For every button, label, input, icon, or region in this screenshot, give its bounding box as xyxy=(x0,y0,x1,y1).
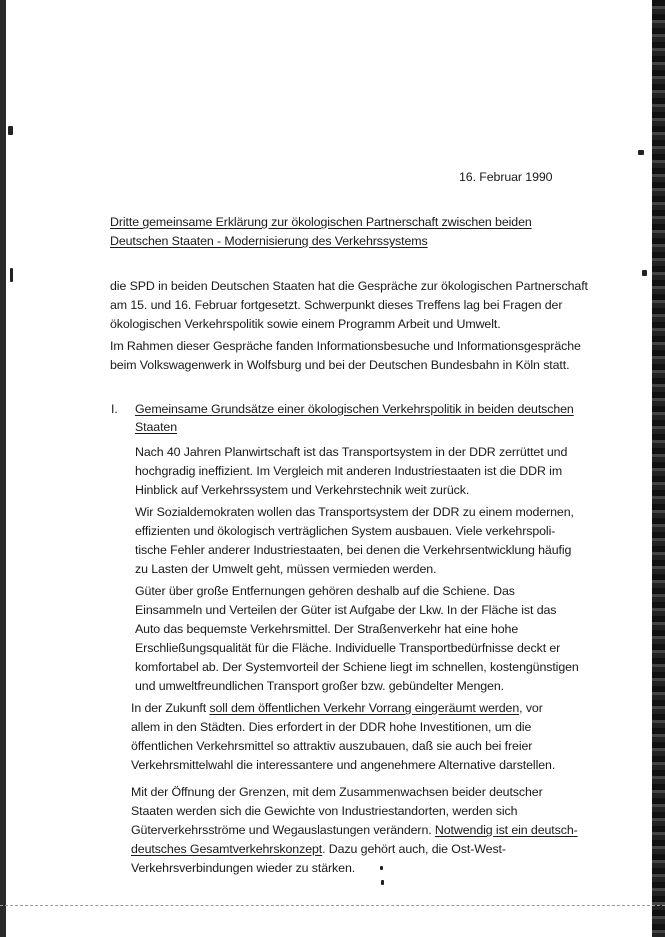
section-p1-line-3: Hinblick auf Verkehrssystem und Verkehrstechnik weit zurück. xyxy=(135,483,470,497)
section-p4-line-1-pre: In der Zukunft xyxy=(131,701,210,715)
scan-speck xyxy=(381,880,384,885)
section-p5-emphasis-a: Notwendig ist ein deutsch- xyxy=(434,823,578,837)
section-p5-line-3 xyxy=(131,820,578,840)
intro-p1-line-1: die SPD in beiden Deutschen Staaten hat die Gespräche zur ökologischen Partnerschaft xyxy=(110,279,588,293)
document-date: 16. Februar 1990 xyxy=(459,170,553,184)
section-p3-line-5: komfortabel ab. Der Systemvorteil der Schiene liegt im schnellen, kostengünstigen xyxy=(135,660,579,674)
section-p3-line-1: Güter über große Entfernungen gehören deshalb auf die Schiene. Das xyxy=(135,584,515,598)
section-heading-line-2: Staaten xyxy=(135,420,178,434)
section-p5-line-2: Staaten werden sich die Gewichte von Industriestandorten, werden sich xyxy=(131,804,518,818)
scan-speck xyxy=(8,126,13,135)
document-title-line-2: Deutschen Staaten - Modernisierung des Verkehrssystems xyxy=(110,234,428,248)
section-p4-line-3: öffentlichen Verkehrsmittel so attraktiv auszubauen, daß sie auch bei freier xyxy=(131,739,533,753)
document-title-line-1: Dritte gemeinsame Erklärung zur ökologischen Partnerschaft zwischen beiden xyxy=(110,215,532,229)
intro-p2-line-1: Im Rahmen dieser Gespräche fanden Informationsbesuche und Informationsgespräche xyxy=(110,339,581,353)
section-p4-line-2: allem in den Städten. Dies erfordert in der DDR hohe Investitionen, um die xyxy=(131,720,532,734)
section-p5-line-3-pre: Güterverkehrsströme und Wegauslastungen verändern. xyxy=(131,823,435,837)
section-p2-line-2: effizienten und ökologisch verträglichen System ausbauen. Viele verkehrspoli- xyxy=(135,524,556,538)
section-p5-line-4 xyxy=(131,839,506,859)
section-p1-line-1: Nach 40 Jahren Planwirtschaft ist das Transportsystem in der DDR zerrüttet und xyxy=(135,445,568,459)
scan-speck xyxy=(638,150,644,155)
scan-speck xyxy=(380,866,383,870)
scan-bottom-rule xyxy=(0,905,665,906)
scan-speck xyxy=(642,270,647,276)
section-p4-emphasis: soll dem öffentlichen Verkehr Vorrang eingeräumt werden xyxy=(209,701,520,715)
section-p5-line-4-post: . Dazu gehört auch, die Ost-West- xyxy=(322,842,506,856)
section-p2-line-4: zu Lasten der Umwelt geht, müssen vermieden werden. xyxy=(135,562,437,576)
section-p3-line-4: Erschließungsqualität für die Fläche. Individuelle Transportbedürfnisse deckt er xyxy=(135,641,561,655)
intro-p2-line-2: beim Volkswagenwerk in Wolfsburg und bei der Deutschen Bundesbahn in Köln statt. xyxy=(110,358,570,372)
section-p5-line-5: Verkehrsverbindungen wieder zu stärken. xyxy=(131,861,356,875)
section-p2-line-1: Wir Sozialdemokraten wollen das Transportsystem der DDR zu einem modernen, xyxy=(135,505,574,519)
section-p3-line-3: Auto das bequemste Verkehrsmittel. Der Straßenverkehr hat eine hohe xyxy=(135,622,519,636)
section-p5-emphasis-b: deutsches Gesamtverkehrskonzept xyxy=(131,842,323,856)
section-p5-line-1: Mit der Öffnung der Grenzen, mit dem Zusammenwachsen beider deutscher xyxy=(131,785,543,799)
section-p1-line-2: hochgradig ineffizient. Im Vergleich mit anderen Industriestaaten ist die DDR im xyxy=(135,464,563,478)
section-p3-line-6: und umweltfreundlichen Transport großer bzw. gebündelter Mengen. xyxy=(135,679,504,693)
section-p2-line-3: tische Fehler anderer Industriestaaten, bei denen die Verkehrsentwicklung häufig xyxy=(135,543,572,557)
section-p4-line-4: Verkehrsmittelwahl die interessantere und angenehmere Alternative darstellen. xyxy=(131,758,556,772)
intro-p1-line-3: ökologischen Verkehrspolitik sowie einem Programm Arbeit und Umwelt. xyxy=(110,317,501,331)
section-p4-line-1-post: , vor xyxy=(519,701,543,715)
section-p3-line-2: Einsammeln und Verteilen der Güter ist Aufgabe der Lkw. In der Fläche ist das xyxy=(135,603,557,617)
section-heading-line-1: Gemeinsame Grundsätze einer ökologischen Verkehrspolitik in beiden deutschen xyxy=(135,402,574,416)
scan-edge-right xyxy=(652,0,665,937)
scan-edge-left xyxy=(0,0,6,937)
section-p4-line-1 xyxy=(131,698,543,718)
scan-speck xyxy=(10,268,13,282)
intro-p1-line-2: am 15. und 16. Februar fortgesetzt. Schwerpunkt dieses Treffens lag bei Fragen der xyxy=(110,298,563,312)
section-number: I. xyxy=(111,402,118,416)
